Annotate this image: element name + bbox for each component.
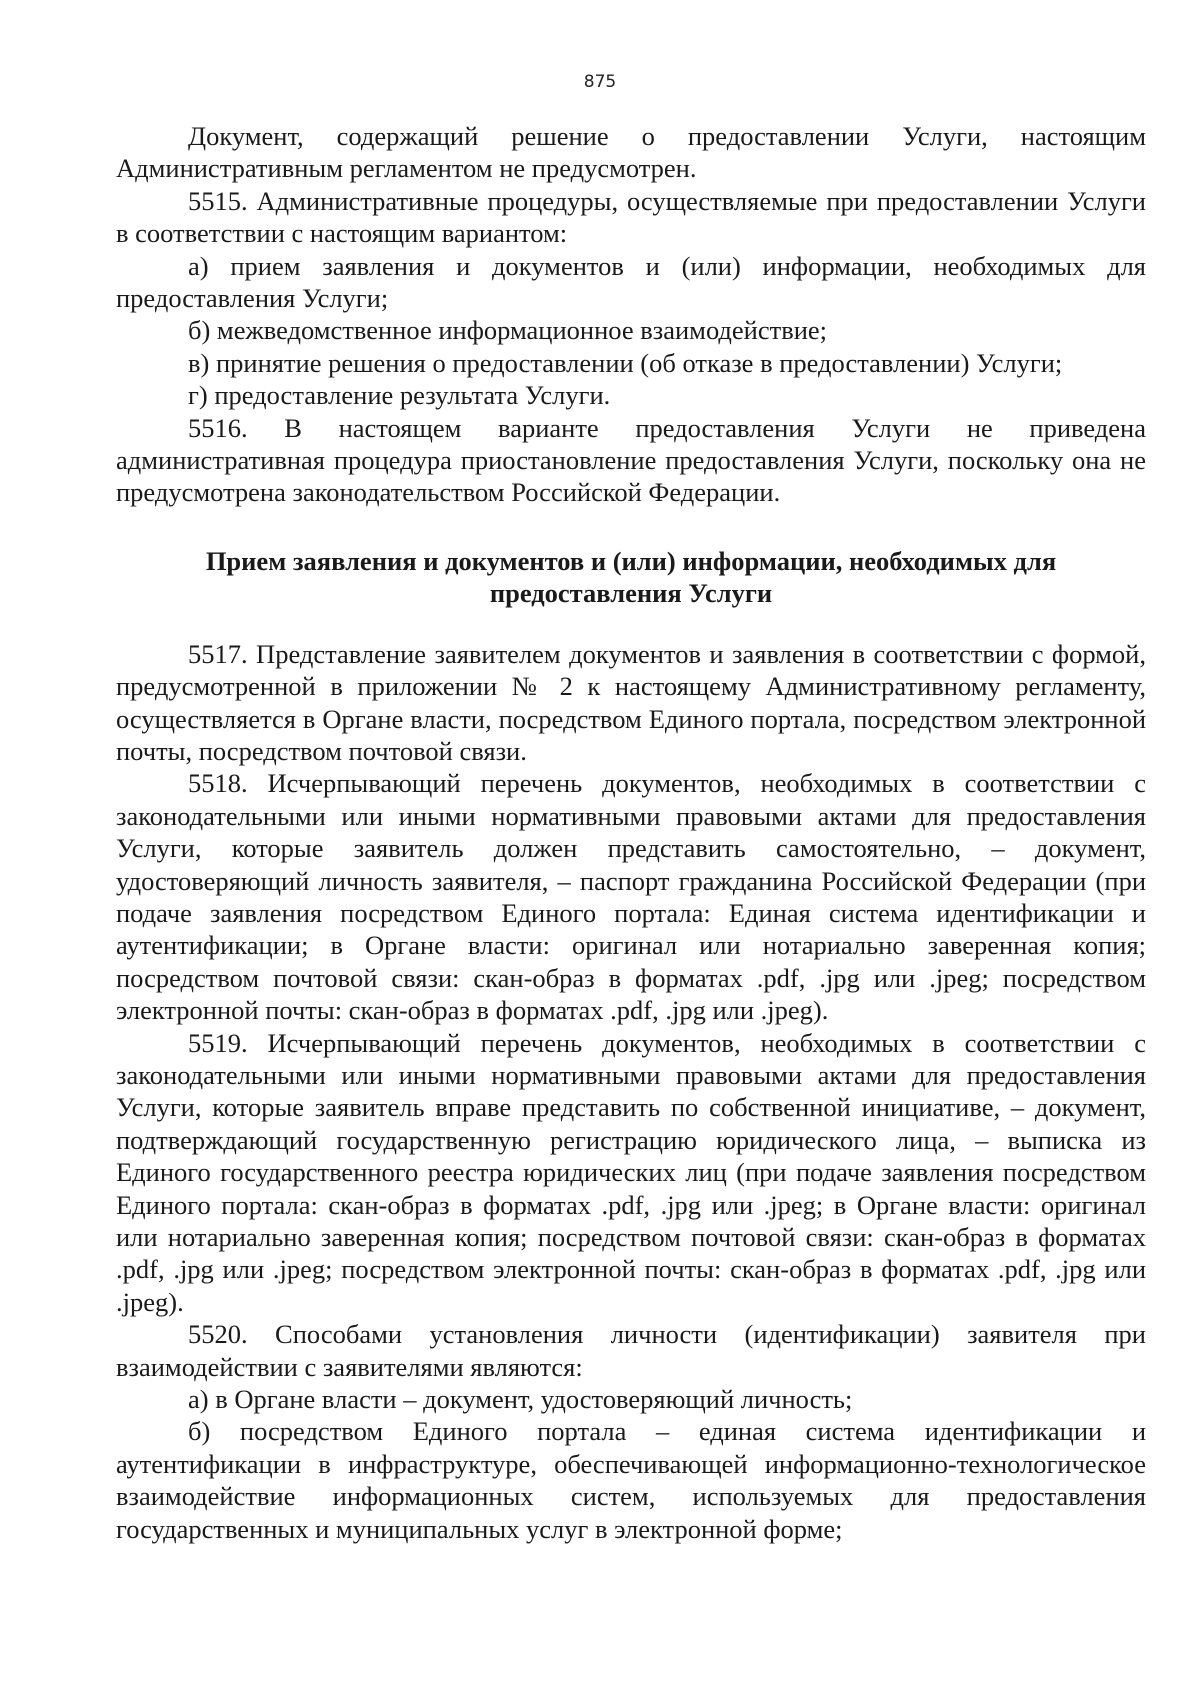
- list-item-a-procedure: а) прием заявления и документов и (или) информации, необходимых для предоставления Услуги;: [116, 250, 1146, 314]
- paragraph-5518: 5518. Исчерпывающий перечень документов, необходимых в соответствии с законодательными или иными нормативными правовыми актами для предоставления Услуги, которые заявитель должен представить самостоятельно, – документ, удостоверяющий личность заявителя, – паспорт гражданина Российской Федерации (при подаче заявления посредством Единого портала: Единая система идентификации и аутентификации; в Органе власти: оригинал или нотариально заверенная копия; посредством почтовой связи: скан-образ в форматах .pdf, .jpg или .jpeg; посредством электронной почты: скан-образ в форматах .pdf, .jpg или .jpeg).: [116, 768, 1146, 1026]
- paragraph-5517: 5517. Представление заявителем документов и заявления в соответствии с формой, предусмотренной в приложении № 2 к настоящему Административному регламенту, осуществляется в Органе власти, посредством Единого портала, посредством электронной почты, посредством почтовой связи.: [116, 638, 1146, 766]
- document-body: [116, 120, 1146, 1545]
- paragraph-5520: 5520. Способами установления личности (идентификации) заявителя при взаимодействии с заявителями являются:: [116, 1319, 1146, 1382]
- list-item-b-identification: б) посредством Единого портала – единая система идентификации и аутентификации в инфраструктуре, обеспечивающей информационно-технологическое взаимодействие информационных систем, используемых для предоставления государственных и муниципальных услуг в электронной форме;: [116, 1416, 1146, 1544]
- section-heading: [116, 545, 1146, 610]
- paragraph-5516: 5516. В настоящем варианте предоставления Услуги не приведена административная процедура приостановление предоставления Услуги, поскольку она не предусмотрена законодательством Российской Федерации.: [116, 412, 1146, 508]
- list-item-g-procedure: г) предоставление результата Услуги.: [188, 380, 611, 411]
- list-item-b-procedure: б) межведомственное информационное взаимодействие;: [188, 315, 828, 346]
- paragraph-5519: 5519. Исчерпывающий перечень документов, необходимых в соответствии с законодательными или иными нормативными правовыми актами для предоставления Услуги, которые заявитель вправе представить по собственной инициативе, – документ, подтверждающий государственную регистрацию юридического лица, – выписка из Единого государственного реестра юридических лиц (при подаче заявления посредством Единого портала: скан-образ в форматах .pdf, .jpg или .jpeg; в Органе власти: оригинал или нотариально заверенная копия; посредством почтовой связи: скан-образ в форматах .pdf, .jpg или .jpeg; посредством электронной почты: скан-образ в форматах .pdf, .jpg или .jpeg).: [116, 1027, 1146, 1317]
- list-item-v-procedure: в) принятие решения о предоставлении (об отказе в предоставлении) Услуги;: [188, 347, 1063, 378]
- paragraph-5515: 5515. Административные процедуры, осуществляемые при предоставлении Услуги в соответствии с настоящим вариантом:: [116, 185, 1146, 249]
- paragraph-decision-document: Документ, содержащий решение о предоставлении Услуги, настоящим Административным регламентом не предусмотрен.: [116, 121, 1146, 184]
- section-heading-line-2: предоставления Услуги: [489, 578, 773, 609]
- list-item-a-identification: а) в Органе власти – документ, удостоверяющий личность;: [188, 1384, 853, 1415]
- section-heading-line-1: Прием заявления и документов и (или) информации, необходимых для: [205, 545, 1057, 576]
- page-number: 875: [583, 72, 617, 92]
